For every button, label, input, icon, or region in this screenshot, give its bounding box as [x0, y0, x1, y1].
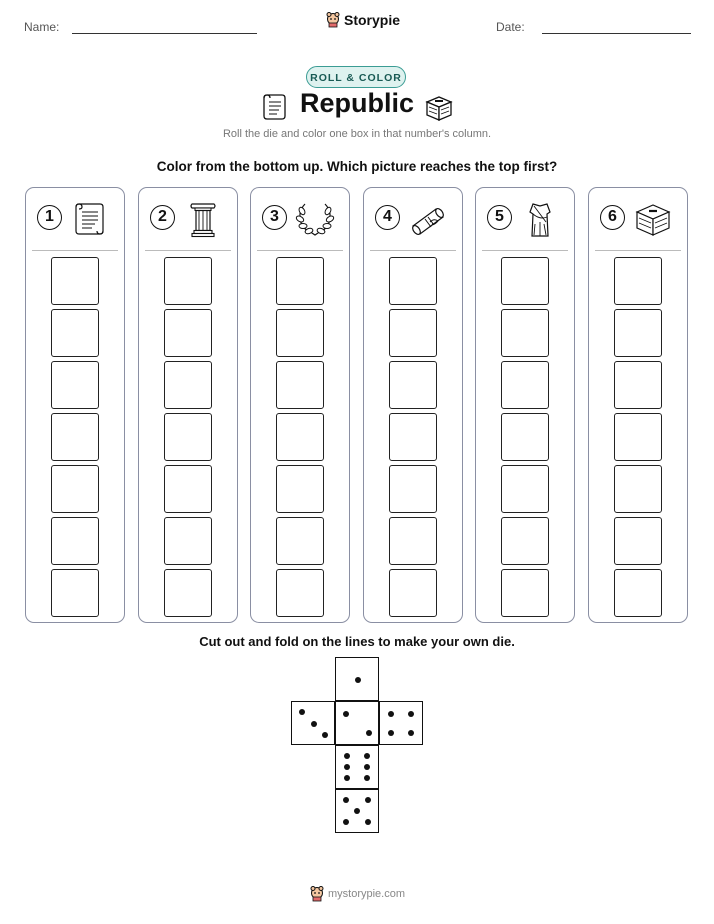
pip — [355, 677, 361, 683]
color-box[interactable] — [276, 465, 324, 513]
name-label: Name: — [24, 20, 60, 34]
color-box[interactable] — [501, 569, 549, 617]
color-box[interactable] — [501, 465, 549, 513]
ballot-box-icon — [423, 92, 455, 122]
rolled-document-icon — [408, 200, 448, 238]
color-box[interactable] — [51, 569, 99, 617]
column-divider — [595, 250, 681, 251]
color-box[interactable] — [276, 413, 324, 461]
color-box[interactable] — [501, 361, 549, 409]
brand-logo — [326, 12, 400, 28]
pip — [344, 764, 350, 770]
name-line[interactable] — [72, 33, 257, 34]
color-box[interactable] — [501, 517, 549, 565]
color-box[interactable] — [614, 257, 662, 305]
number-badge: 4 — [375, 205, 400, 230]
number-badge: 6 — [600, 205, 625, 230]
column-header — [26, 188, 124, 250]
color-box[interactable] — [614, 569, 662, 617]
color-box[interactable] — [389, 361, 437, 409]
cut-instructions: Cut out and fold on the lines to make your own die. — [199, 634, 515, 649]
pip — [322, 732, 328, 738]
column-2 — [138, 187, 238, 623]
color-box[interactable] — [51, 257, 99, 305]
ballot-box-icon — [633, 200, 673, 238]
column-header — [589, 188, 687, 250]
pip — [365, 797, 371, 803]
column-header — [476, 188, 574, 250]
color-box[interactable] — [51, 413, 99, 461]
pip — [344, 753, 350, 759]
color-box[interactable] — [501, 257, 549, 305]
pip — [365, 819, 371, 825]
color-box[interactable] — [164, 413, 212, 461]
column-header — [364, 188, 462, 250]
color-box[interactable] — [389, 309, 437, 357]
column-divider — [145, 250, 231, 251]
die-face-2 — [335, 701, 379, 745]
instructions: Color from the bottom up. Which picture reaches the top first? — [156, 159, 558, 174]
activity-badge: ROLL & COLOR — [306, 66, 406, 88]
number-badge: 1 — [37, 205, 62, 230]
toga-icon — [520, 200, 560, 238]
color-box[interactable] — [51, 361, 99, 409]
color-box[interactable] — [51, 517, 99, 565]
number-badge: 2 — [150, 205, 175, 230]
page-title: Republic — [299, 88, 414, 118]
scroll-icon — [70, 200, 110, 238]
date-label: Date: — [496, 20, 525, 34]
color-box[interactable] — [389, 413, 437, 461]
column-header — [139, 188, 237, 250]
number-badge: 3 — [262, 205, 287, 230]
number-badge: 5 — [487, 205, 512, 230]
column-divider — [482, 250, 568, 251]
color-box[interactable] — [614, 465, 662, 513]
column-3 — [250, 187, 350, 623]
storypie-mascot-icon — [326, 12, 340, 28]
column-5 — [475, 187, 575, 623]
footer-url: mystorypie.com — [328, 888, 406, 900]
die-face-1 — [335, 657, 379, 701]
die-face-4 — [379, 701, 423, 745]
color-box[interactable] — [164, 569, 212, 617]
color-box[interactable] — [164, 309, 212, 357]
color-box[interactable] — [164, 517, 212, 565]
color-box[interactable] — [501, 309, 549, 357]
die-face-3 — [291, 701, 335, 745]
die-face-6 — [335, 745, 379, 789]
column-1 — [25, 187, 125, 623]
color-box[interactable] — [614, 413, 662, 461]
color-box[interactable] — [164, 465, 212, 513]
pip — [344, 775, 350, 781]
color-box[interactable] — [389, 465, 437, 513]
color-box[interactable] — [164, 361, 212, 409]
color-box[interactable] — [614, 361, 662, 409]
color-box[interactable] — [276, 361, 324, 409]
color-box[interactable] — [614, 517, 662, 565]
date-line[interactable] — [542, 33, 691, 34]
column-divider — [32, 250, 118, 251]
pip — [311, 721, 317, 727]
column-pillar-icon — [183, 200, 223, 238]
color-box[interactable] — [276, 569, 324, 617]
pip — [388, 730, 394, 736]
pip — [354, 808, 360, 814]
pip — [364, 775, 370, 781]
pip — [299, 709, 305, 715]
color-box[interactable] — [389, 257, 437, 305]
pip — [366, 730, 372, 736]
die-face-5 — [335, 789, 379, 833]
color-box[interactable] — [51, 309, 99, 357]
color-box[interactable] — [614, 309, 662, 357]
column-4 — [363, 187, 463, 623]
pip — [408, 730, 414, 736]
column-divider — [370, 250, 456, 251]
subtitle: Roll the die and color one box in that number's column. — [222, 128, 492, 140]
column-divider — [257, 250, 343, 251]
color-box[interactable] — [164, 257, 212, 305]
pip — [343, 711, 349, 717]
laurel-wreath-icon — [295, 200, 335, 238]
column-header — [251, 188, 349, 250]
pip — [388, 711, 394, 717]
color-box[interactable] — [389, 569, 437, 617]
pip — [343, 819, 349, 825]
color-box[interactable] — [276, 257, 324, 305]
color-box[interactable] — [51, 465, 99, 513]
color-box[interactable] — [389, 517, 437, 565]
pip — [408, 711, 414, 717]
color-box[interactable] — [501, 413, 549, 461]
pip — [364, 764, 370, 770]
footer — [310, 886, 405, 902]
storypie-mascot-icon — [310, 886, 324, 902]
color-box[interactable] — [276, 517, 324, 565]
color-box[interactable] — [276, 309, 324, 357]
pip — [364, 753, 370, 759]
pip — [343, 797, 349, 803]
brand-name: Storypie — [344, 12, 401, 28]
column-6 — [588, 187, 688, 623]
